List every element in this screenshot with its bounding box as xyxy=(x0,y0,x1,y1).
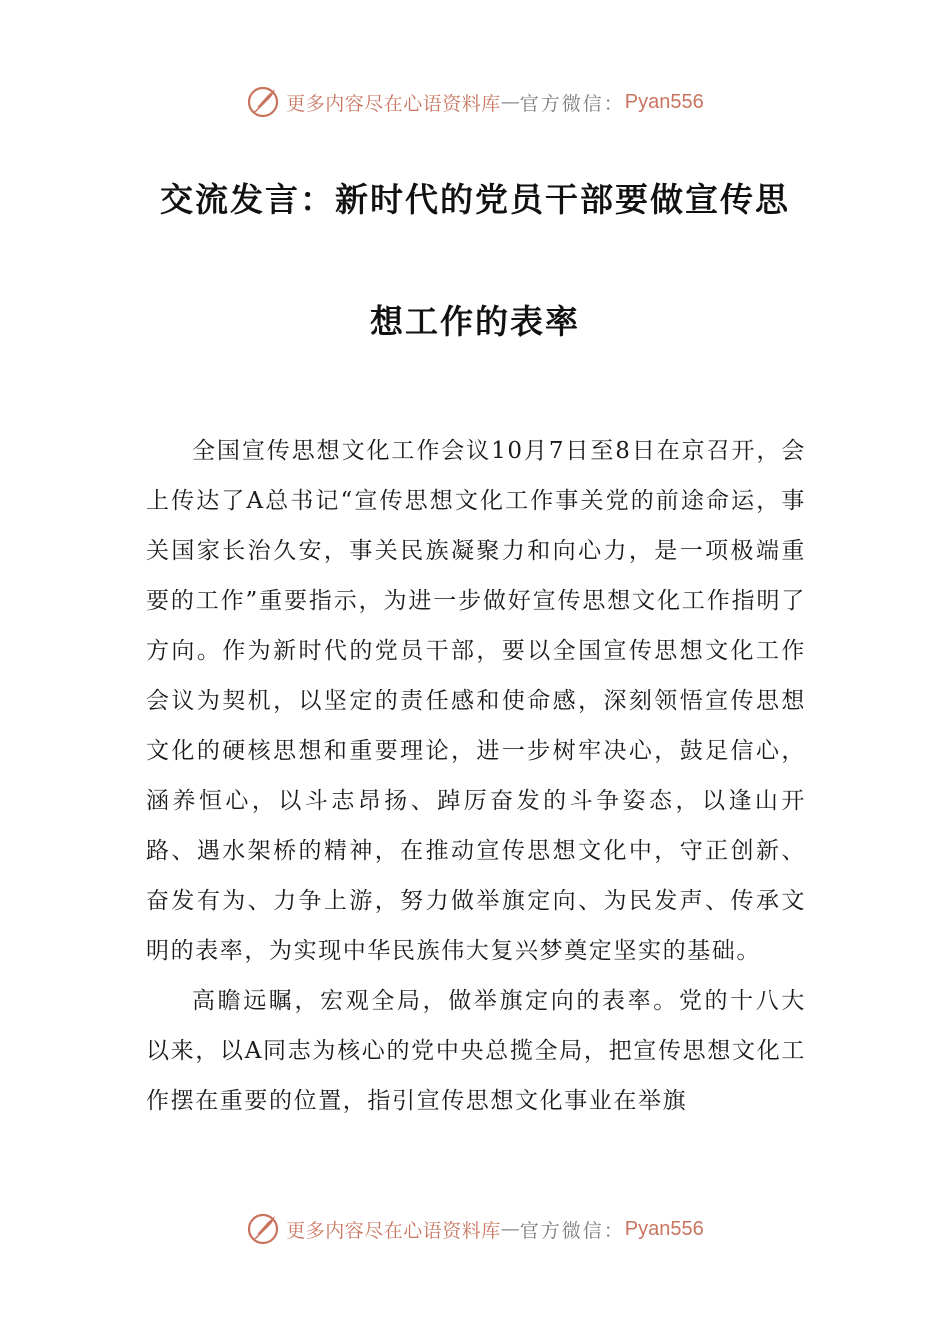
document-body xyxy=(146,426,806,1126)
body-paragraph: 全国宣传思想文化工作会议10月7日至8日在京召开，会上传达了A总书记“宣传思想文化工作事关党的前途命运，事关国家长治久安，事关民族凝聚力和向心力，是一项极端重要的工作”重要指示，为进一步做好宣传思想文化工作指明了方向。作为新时代的党员干部，要以全国宣传思想文化工作会议为契机，以坚定的责任感和使命感，深刻领悟宣传思想文化的硬核思想和重要理论，进一步树牢决心，鼓足信心，涵养恒心，以斗志昂扬、踔厉奋发的斗争姿态，以逢山开路、遇水架桥的精神，在推动宣传思想文化中，守正创新、奋发有为、力争上游，努力做举旗定向、为民发声、传承文明的表率，为实现中华民族伟大复兴梦奠定坚实的基础。 xyxy=(146,438,806,964)
banner-wechat-id: Pyan556 xyxy=(624,90,704,113)
banner-slogan: 更多内容尽在心语资料库 xyxy=(286,1219,501,1242)
footer-banner xyxy=(0,1209,950,1249)
banner-wechat-id: Pyan556 xyxy=(624,1217,704,1240)
banner-separator: — xyxy=(500,91,520,113)
banner-wechat-label: 官方微信： xyxy=(519,92,625,115)
body-paragraph: 高瞻远瞩，宏观全局，做举旗定向的表率。党的十八大以来，以A同志为核心的党中央总揽全局，把宣传思想文化工作摆在重要的位置，指引宣传思想文化事业在举旗 xyxy=(146,988,806,1114)
quill-logo-icon xyxy=(246,85,280,119)
banner-separator: — xyxy=(500,1218,520,1240)
quill-logo-icon xyxy=(246,1212,280,1246)
header-banner xyxy=(0,82,950,122)
document-title-line-2: 想工作的表率 xyxy=(370,302,580,341)
document-title-line-1: 交流发言：新时代的党员干部要做宣传思 xyxy=(160,180,790,219)
banner-wechat-label: 官方微信： xyxy=(519,1219,625,1242)
banner-slogan: 更多内容尽在心语资料库 xyxy=(286,92,501,115)
